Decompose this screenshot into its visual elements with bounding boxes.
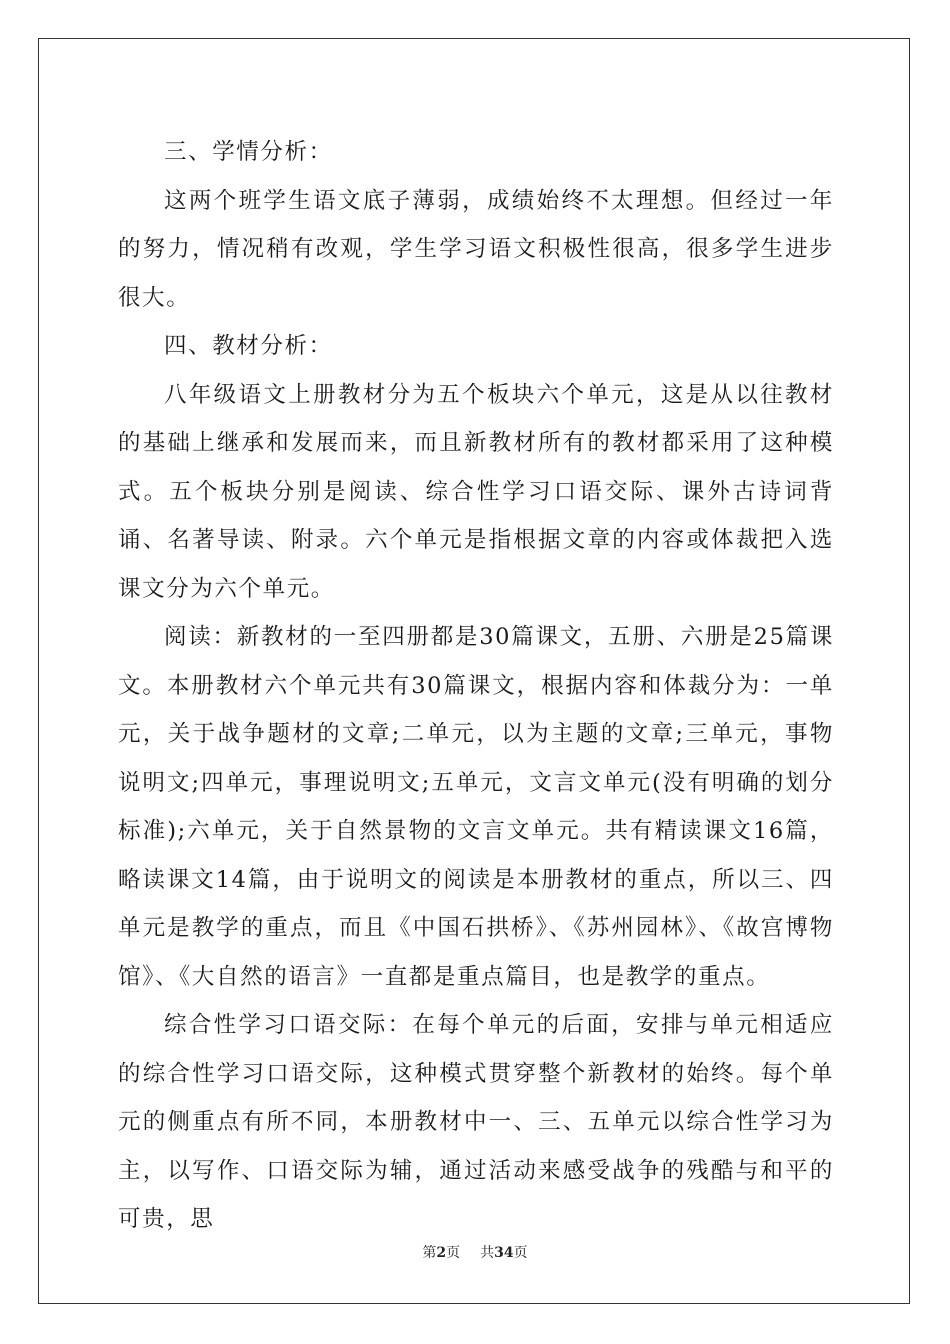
- footer-total-prefix: 共: [480, 1245, 495, 1261]
- footer-total-suffix: 页: [513, 1245, 528, 1261]
- paragraph-reading: 阅读：新教材的一至四册都是30篇课文，五册、六册是25篇课文。本册教材六个单元共有30篇课文，根据内容和体裁分为：一单元，关于战争题材的文章;二单元，以为主题的文章;三单元，事物说明文;四单元，事理说明文;五单元，文言文单元(没有明确的划分标准);六单元，关于自然景物的文言文单元。共有精读课文16篇，略读课文14篇，由于说明文的阅读是本册教材的重点，所以三、四单元是教学的重点，而且《中国石拱桥》、《苏州园林》、《故宫博物馆》、《大自然的语言》一直都是重点篇目，也是教学的重点。: [118, 624, 834, 990]
- footer-page-prefix: 第: [422, 1245, 437, 1261]
- document-body: [118, 128, 834, 1244]
- page-footer: [0, 1242, 950, 1262]
- footer-page-suffix: 页: [446, 1245, 461, 1261]
- footer-page-current: 2: [436, 1245, 447, 1261]
- paragraph-comprehensive-learning: 综合性学习口语交际：在每个单元的后面，安排与单元相适应的综合性学习口语交际，这种模式贯穿整个新教材的始终。每个单元的侧重点有所不同，本册教材中一、三、五单元以综合性学习为主，以写作、口语交际为辅，通过活动来感受战争的残酷与和平的可贵，思: [118, 1012, 834, 1232]
- footer-page-total: 34: [494, 1245, 514, 1261]
- paragraph-student-analysis: 这两个班学生语文底子薄弱，成绩始终不太理想。但经过一年的努力，情况稍有改观，学生学习语文积极性很高，很多学生进步很大。: [118, 187, 834, 311]
- section-heading-textbook-analysis: 四、教材分析：: [164, 333, 333, 359]
- section-heading-student-analysis: 三、学情分析：: [164, 139, 333, 165]
- paragraph-textbook-overview: 八年级语文上册教材分为五个板块六个单元，这是从以往教材的基础上继承和发展而来，而且新教材所有的教材都采用了这种模式。五个板块分别是阅读、综合性学习口语交际、课外古诗词背诵、名著导读、附录。六个单元是指根据文章的内容或体裁把入选课文分为六个单元。: [118, 381, 834, 602]
